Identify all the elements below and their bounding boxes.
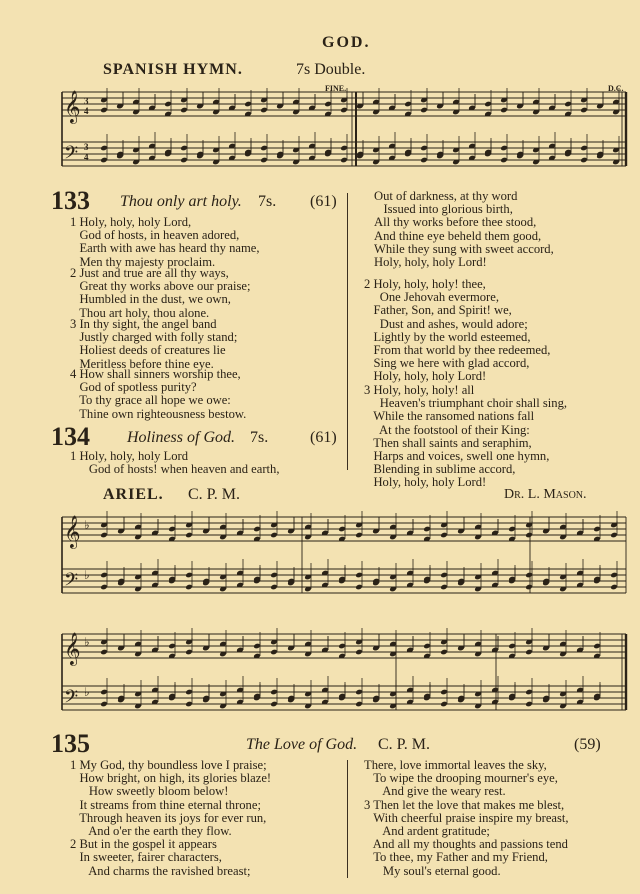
hymn-ref: (61) <box>310 429 337 446</box>
dc-mark: D.C. <box>608 84 624 93</box>
page-header: GOD. <box>322 34 371 51</box>
hymn-134-title-line <box>127 429 235 447</box>
hymn-135-title-line <box>246 736 357 754</box>
hymn-title: Holiness of God. <box>127 429 235 446</box>
stanza-134-2: 2 Holy, holy, holy! thee, One Jehovah evermore, Father, Son, and Spirit! we, Dust and ashes, would adore; Lightly by the world esteemed, From that world by thee redeemed, Sing we here with glad accord, Holy, holy, holy Lord! <box>364 277 551 384</box>
svg-text:𝄞: 𝄞 <box>64 517 81 548</box>
svg-text:4: 4 <box>84 106 89 116</box>
stanza-134-3: 3 Holy, holy, holy! all Heaven's triumphant choir shall sing, While the ransomed nations fall At the footstool of their King: Then shall saints and seraphim, Harps and voices, swell one hymn, Blending in sublime accord, Holy, holy, holy Lord! <box>364 383 568 490</box>
hymn-ref: (59) <box>574 736 601 753</box>
hymn-title: The Love of God. <box>246 736 358 753</box>
svg-text:♭: ♭ <box>84 685 90 699</box>
stanza-133-2: 2 Just and true are all thy ways, Great thy works above our praise; Humbled in the dust, we own, Thou art holy, thou alone. <box>70 266 251 320</box>
column-divider <box>347 193 348 470</box>
hymn-number-135: 135 <box>51 729 90 758</box>
svg-text:3: 3 <box>84 96 89 106</box>
svg-text:𝄞: 𝄞 <box>64 634 81 665</box>
svg-text:♭: ♭ <box>84 518 90 532</box>
column-divider <box>347 760 348 878</box>
tune-meter: 7s Double. <box>296 61 366 78</box>
fine-mark: FINE. <box>325 84 347 93</box>
tune-name: SPANISH HYMN. <box>103 61 243 78</box>
music-system-spanish-hymn <box>58 88 630 176</box>
stanza-133-4: 4 How shall sinners worship thee, God of spotless purity? To thy grace all hope we owe: Thine own righteousness bestow. <box>70 367 247 421</box>
composer: Dr. L. Mason. <box>504 487 587 502</box>
svg-text:𝄢: 𝄢 <box>64 142 79 167</box>
svg-text:𝄢: 𝄢 <box>64 569 79 594</box>
hymn-number-134: 134 <box>51 422 90 451</box>
svg-text:𝄢: 𝄢 <box>64 686 79 711</box>
hymn-number-133: 133 <box>51 186 90 215</box>
stanza-134-1: 1 Holy, holy, holy Lord God of hosts! when heaven and earth, <box>70 449 280 477</box>
svg-text:♭: ♭ <box>84 568 90 582</box>
hymn-133-title-line <box>120 193 242 211</box>
stanza-133-3: 3 In thy sight, the angel band Justly charged with folly stand; Holiest deeds of creatures lie Meritless before thine eye. <box>70 317 238 371</box>
tune-name: ARIEL. <box>103 486 164 503</box>
svg-text:4: 4 <box>84 152 89 162</box>
stanza-135-2-3: There, love immortal leaves the sky, To wipe the drooping mourner's eye, And give the weary rest. 3 Then let the love that makes me blest, With cheerful praise inspire my breast, And ardent gratitude; And all my thoughts and passions tend To thee, my Father and my Friend, My soul's eternal good. <box>364 758 569 878</box>
music-system-ariel-1 <box>58 507 630 603</box>
hymn-title: Thou only art holy. <box>120 193 242 210</box>
hymn-meter: 7s. <box>250 429 269 446</box>
stanza-133-1: 1 Holy, holy, holy Lord, God of hosts, in heaven adored, Earth with awe has heard thy name, Men thy majesty proclaim. <box>70 215 260 269</box>
hymn-meter: 7s. <box>258 193 277 210</box>
music-system-ariel-2 <box>58 624 630 720</box>
hymn-meter: C. P. M. <box>378 736 431 753</box>
svg-text:𝄞: 𝄞 <box>64 92 81 123</box>
tune-meter: C. P. M. <box>188 486 241 503</box>
stanza-135-1-2: 1 My God, thy boundless love I praise; How bright, on high, its glories blaze! How sweetly bloom below! It streams from thine eternal throne; Through heaven its joys for ever run, And o'er the earth they flow. 2 But in the gospel it appears In sweeter, fairer characters, And charms the ravished breast; <box>70 758 272 878</box>
svg-text:3: 3 <box>84 142 89 152</box>
svg-text:♭: ♭ <box>84 635 90 649</box>
hymn-ref: (61) <box>310 193 337 210</box>
stanza-134-1-cont: Out of darkness, at thy word Issued into glorious birth, All thy works before thee stood, And thine eye beheld them good, While they sung with sweet accord, Holy, holy, holy Lord! <box>374 189 554 270</box>
